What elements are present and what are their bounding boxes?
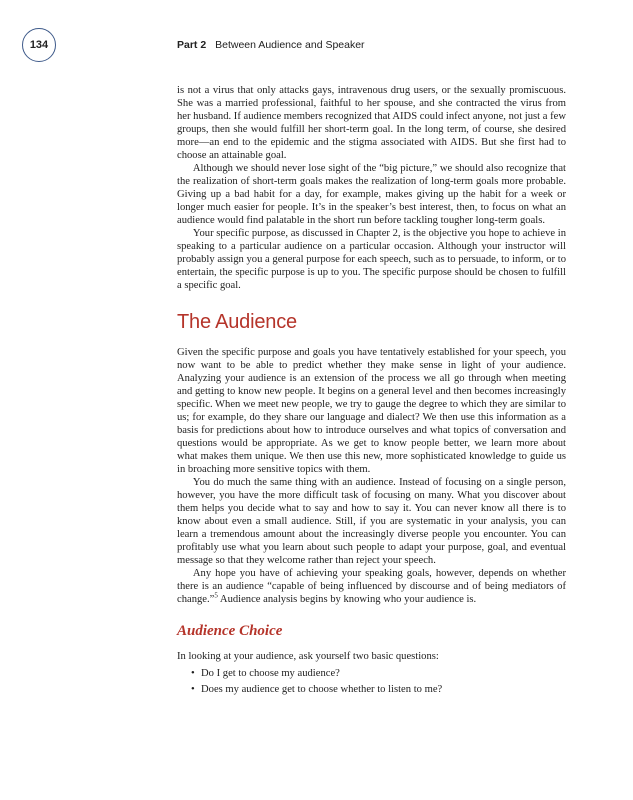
audience-paragraph-2: You do much the same thing with an audience. Instead of focusing on a single person, however, you have the more difficult task of focusing on many. What you discover about them helps you decide what to say and how to say it. You can never know all there is to know about even a small audience. Still, if you are systematic in your analysis, you can learn a tremendous amount about the increasingly diverse people you encounter. You can profitably use what you learn about such people to adapt your purpose, goal, and eventual message so that they welcome rather than reject your speech.	[177, 477, 566, 566]
intro-paragraph-big-picture: Although we should never lose sight of the “big picture,” we should also recognize that the realization of short-term goals makes the realization of long-term goals more probable. Giving up a bad habit for a day, for example, makes giving up the habit for a week or longer much easier for people. It’s in the speaker’s best interest, then, to focus on what an audience would find palatable in the short run before tackling tougher long-term goals.	[177, 163, 566, 226]
subsection-heading-audience-choice: Audience Choice	[177, 623, 283, 639]
question-list	[177, 667, 566, 696]
audience-paragraph-1: Given the specific purpose and goals you have tentatively established for your speech, you now want to be able to predict whether they make sense in light of your audience. Analyzing your audience is an extension of the process we all go through when meeting and getting to know new people. It begins on a general level and then becomes increasingly specific. When we meet new people, we try to gauge the degree to which they are similar to us; for example, do they share our language and dialect? We then use this information as a basis for predictions about how to introduce ourselves and what topics of conversation and questions would be appropriate. As we get to know people better, we learn more about what makes them unique. We then use this new, more sophisticated knowledge to guide us in broaching more sensitive topics with them.	[177, 347, 566, 475]
intro-paragraph-specific-purpose: Your specific purpose, as discussed in Chapter 2, is the objective you hope to achieve in speaking to a particular audience on a particular occasion. Although your instructor will probably assign you a general purpose for each speech, such as to persuade, to inform, or to entertain, the specific purpose is up to you. The specific purpose should be chosen to fulfill a specific goal.	[177, 228, 566, 291]
audience-paragraph-3-text: Any hope you have of achieving your speaking goals, however, depends on whether there is an audience “capable of being influenced by discourse and of being mediators of change.”	[177, 568, 566, 605]
page-number-badge	[22, 28, 56, 62]
bullet: •	[191, 684, 195, 695]
question-text: Does my audience get to choose whether to listen to me?	[201, 684, 443, 695]
section-heading-the-audience: The Audience	[177, 311, 297, 333]
question-text: Do I get to choose my audience?	[201, 668, 340, 679]
part-label: Part 2	[177, 39, 207, 51]
audience-choice-lead-in: In looking at your audience, ask yourself two basic questions:	[177, 651, 439, 662]
intro-paragraph-continuation: is not a virus that only attacks gays, intravenous drug users, or the sexually promiscuous. She was a married professional, faithful to her spouse, and she contracted the virus from her husband. If audience members recognized that AIDS could infect anyone, not just a few groups, then she would fulfill her short-term goal. In the long term, of course, she desired more—an end to the epidemic and the stigma associated with AIDS. But she first had to choose an attainable goal.	[177, 85, 566, 161]
footnote-marker: 5	[214, 591, 218, 600]
running-header	[177, 39, 365, 51]
list-item	[193, 683, 566, 696]
list-item	[193, 667, 566, 680]
audience-paragraph-3-end: Audience analysis begins by knowing who your audience is.	[217, 594, 477, 605]
body-text	[177, 84, 566, 699]
audience-paragraph-3	[177, 567, 566, 606]
page-number: 134	[29, 39, 49, 51]
part-title: Between Audience and Speaker	[215, 39, 365, 51]
bullet: •	[191, 668, 195, 679]
